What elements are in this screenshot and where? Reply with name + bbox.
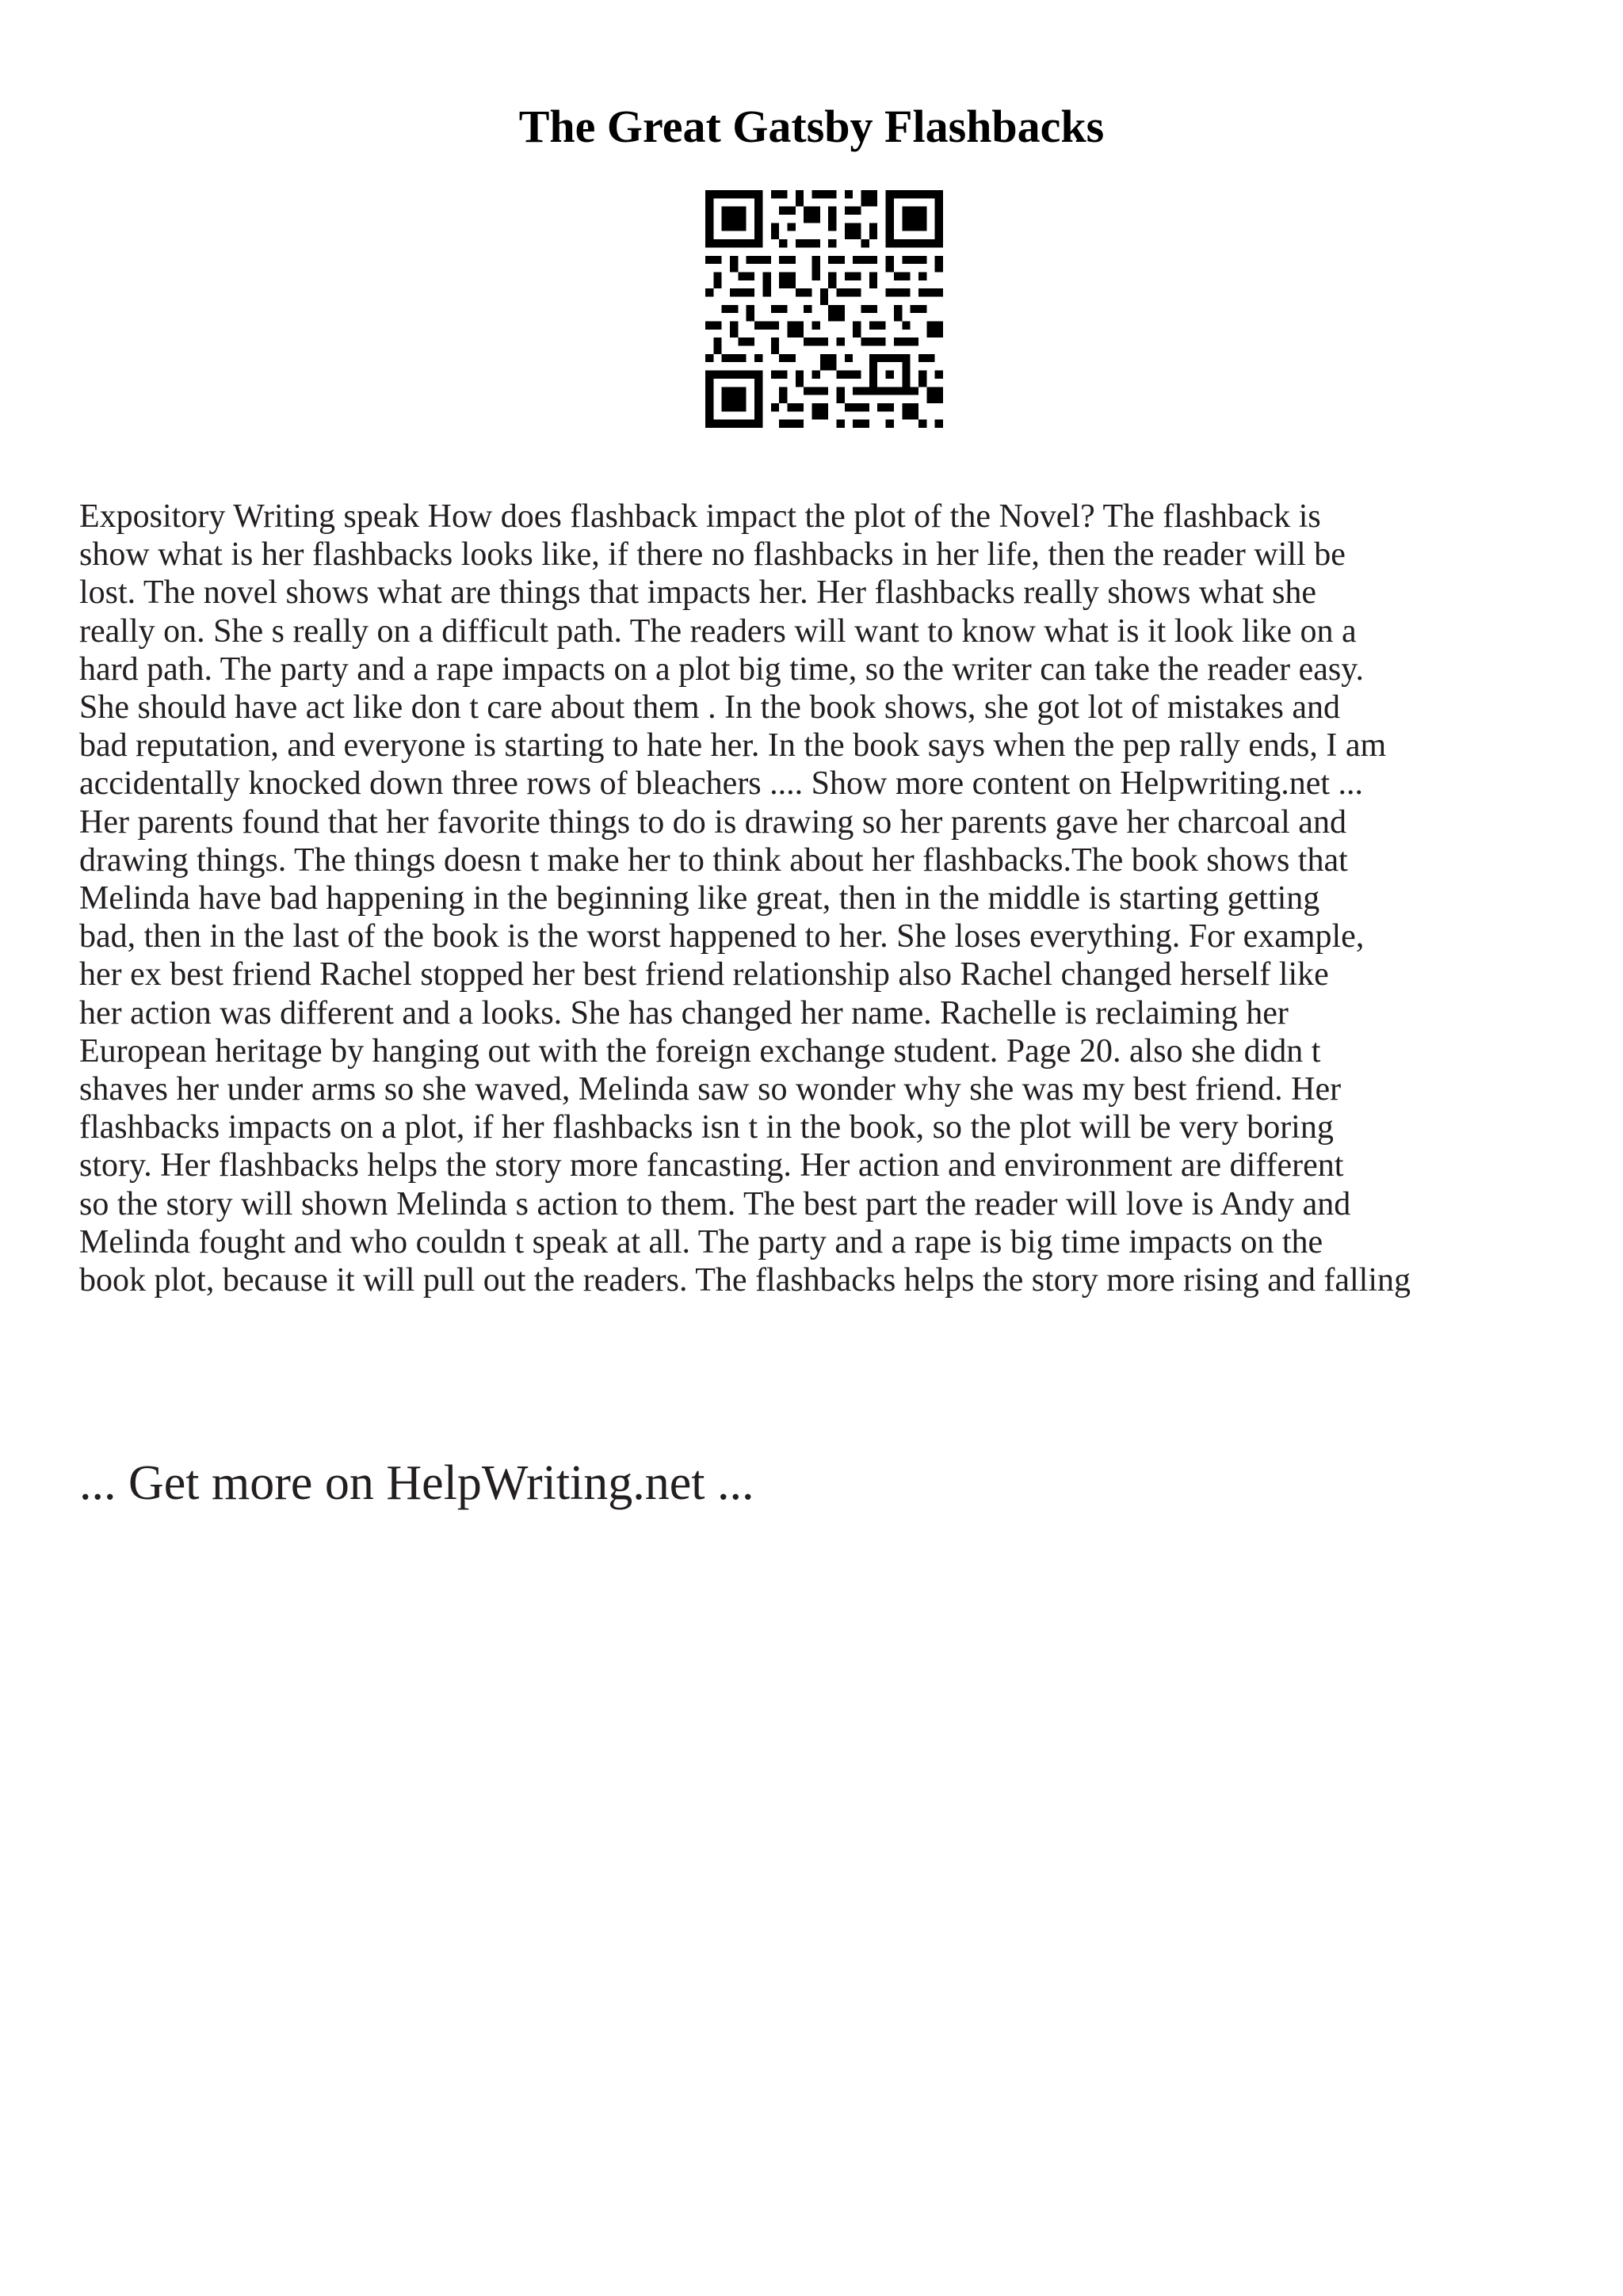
body-line: Melinda fought and who couldn t speak at all. The party and a rape is big time impacts on the [79, 1223, 1323, 1261]
body-line: show what is her flashbacks looks like, if there no flashbacks in her life, then the reader will be [79, 536, 1346, 574]
body-line: bad, then in the last of the book is the worst happened to her. She loses everything. For example, [79, 918, 1365, 955]
body-line: really on. She s really on a difficult path. The readers will want to know what is it look like on a [79, 612, 1357, 650]
body-line: lost. The novel shows what are things that impacts her. Her flashbacks really shows what she [79, 574, 1317, 612]
body-line: She should have act like don t care about them . In the book shows, she got lot of mistakes and [79, 689, 1341, 727]
body-line: European heritage by hanging out with the foreign exchange student. Page 20. also she didn t [79, 1032, 1321, 1070]
body-line: her ex best friend Rachel stopped her best friend relationship also Rachel changed herself like [79, 956, 1329, 994]
body-line: hard path. The party and a rape impacts on a plot big time, so the writer can take the reader easy. [79, 650, 1365, 688]
page-title: The Great Gatsby Flashbacks [518, 101, 1105, 152]
qr-code-icon[interactable] [705, 190, 943, 428]
body-line: Her parents found that her favorite things to do is drawing so her parents gave her charcoal and [79, 803, 1346, 841]
body-line: Expository Writing speak How does flashback impact the plot of the Novel? The flashback is [79, 498, 1321, 535]
body-line: shaves her under arms so she waved, Melinda saw so wonder why she was my best friend. Her [79, 1071, 1342, 1108]
body-line: her action was different and a looks. She has changed her name. Rachelle is reclaiming her [79, 994, 1289, 1032]
body-line: flashbacks impacts on a plot, if her flashbacks isn t in the book, so the plot will be very boring [79, 1109, 1334, 1146]
body-line: so the story will shown Melinda s action to them. The best part the reader will love is Andy and [79, 1185, 1351, 1222]
body-line: bad reputation, and everyone is starting to hate her. In the book says when the pep rally ends, I am [79, 727, 1387, 765]
get-more-link[interactable]: ... Get more on HelpWriting.net ... [79, 1456, 754, 1510]
body-line: book plot, because it will pull out the readers. The flashbacks helps the story more rising and falling [79, 1262, 1411, 1299]
body-line: accidentally knocked down three rows of bleachers .... Show more content on Helpwriting.net ... [79, 765, 1364, 803]
body-line: Melinda have bad happening in the beginning like great, then in the middle is starting getting [79, 880, 1320, 917]
body-line: story. Her flashbacks helps the story more fancasting. Her action and environment are different [79, 1147, 1344, 1184]
body-paragraph [79, 498, 1569, 1299]
body-line: drawing things. The things doesn t make her to think about her flashbacks.The book shows that [79, 841, 1348, 879]
